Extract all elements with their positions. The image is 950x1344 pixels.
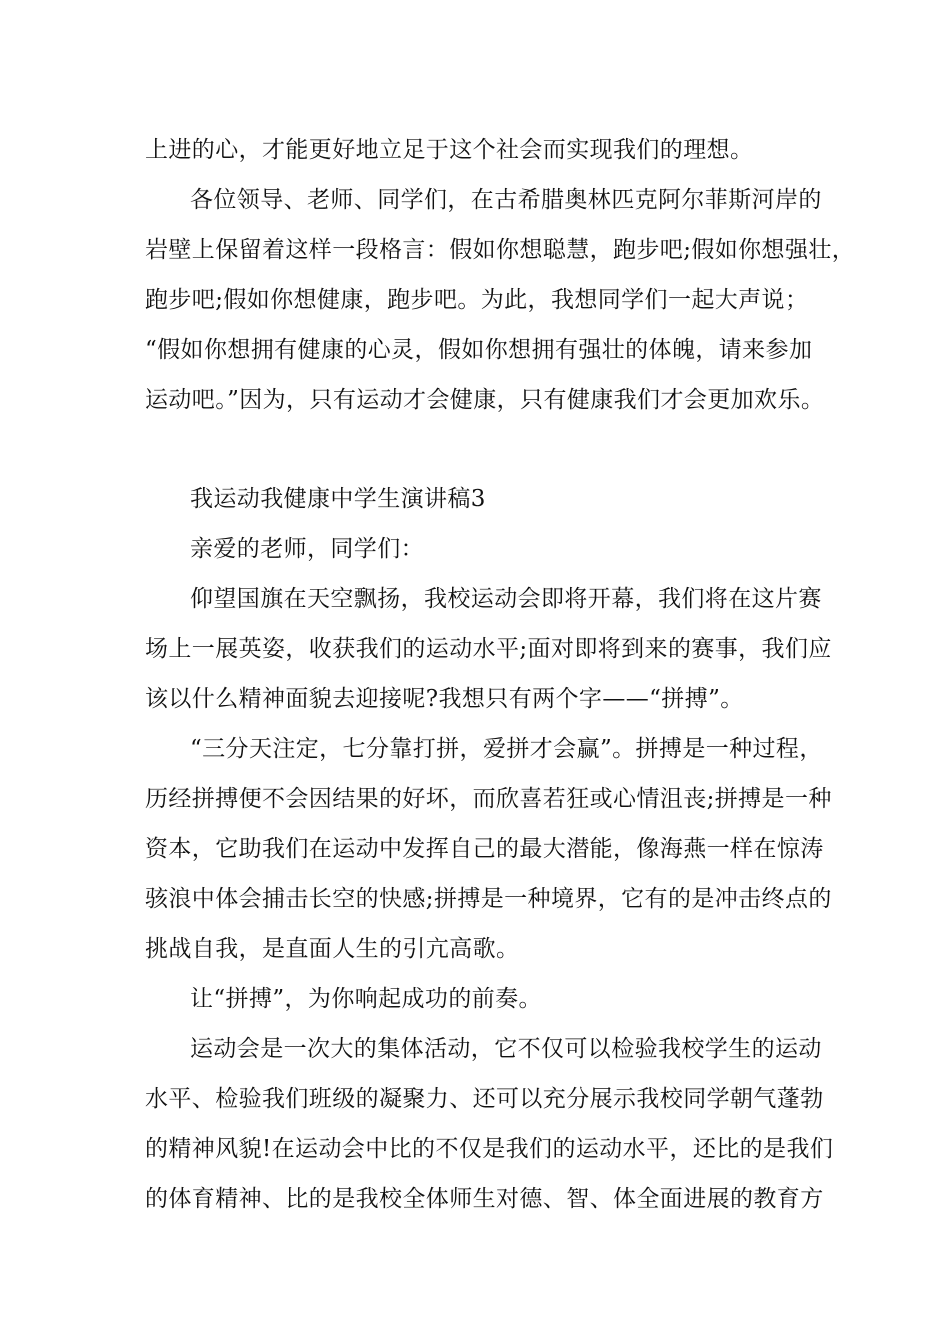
salutation: 亲爱的老师，同学们： [190,536,424,562]
text-line: 的体育精神、比的是我校全体师生对德、智、体全面进展的教育方 [145,1186,824,1212]
text-line: 让“拼搏”，为你响起成功的前奏。 [190,986,542,1012]
text-line: 水平、检验我们班级的凝聚力、还可以充分展示我校同学朝气蓬勃 [145,1086,824,1112]
text-line: 跑步吧;假如你想健康，跑步吧。为此，我想同学们一起大声说； [145,287,809,313]
text-line: 挑战自我，是直面人生的引亢高歌。 [145,936,520,962]
text-line: “三分天注定，七分靠打拼，爱拼才会赢”。拼搏是一种过程， [190,736,823,762]
text-line: 运动吧。”因为，只有运动才会健康，只有健康我们才会更加欢乐。 [145,387,825,413]
text-line: 资本，它助我们在运动中发挥自己的最大潜能，像海燕一样在惊涛 [145,836,824,862]
text-line: 骇浪中体会捕击长空的快感;拼搏是一种境界，它有的是冲击终点的 [145,886,832,912]
text-line: 仰望国旗在天空飘扬，我校运动会即将开幕，我们将在这片赛 [190,586,822,612]
text-line: 场上一展英姿，收获我们的运动水平;面对即将到来的赛事，我们应 [145,636,832,662]
text-line: 运动会是一次大的集体活动，它不仅可以检验我校学生的运动 [190,1036,822,1062]
text-line: 历经拼搏便不会因结果的好坏，而欣喜若狂或心情沮丧;拼搏是一种 [145,786,832,812]
text-line: 的精神风貌!在运动会中比的不仅是我们的运动水平，还比的是我们 [145,1136,834,1162]
text-line: 岩壁上保留着这样一段格言：假如你想聪慧，跑步吧;假如你想强壮， [145,237,856,263]
text-line: 该以什么精神面貌去迎接呢?我想只有两个字——“拼搏”。 [145,686,744,712]
section-title: 我运动我健康中学生演讲稿3 [190,486,486,512]
text-line: 上进的心，才能更好地立足于这个社会而实现我们的理想。 [145,137,754,163]
text-line: 各位领导、老师、同学们，在古希腊奥林匹克阿尔菲斯河岸的 [190,187,822,213]
text-line: “假如你想拥有健康的心灵，假如你想拥有强壮的体魄，请来参加 [145,337,813,363]
